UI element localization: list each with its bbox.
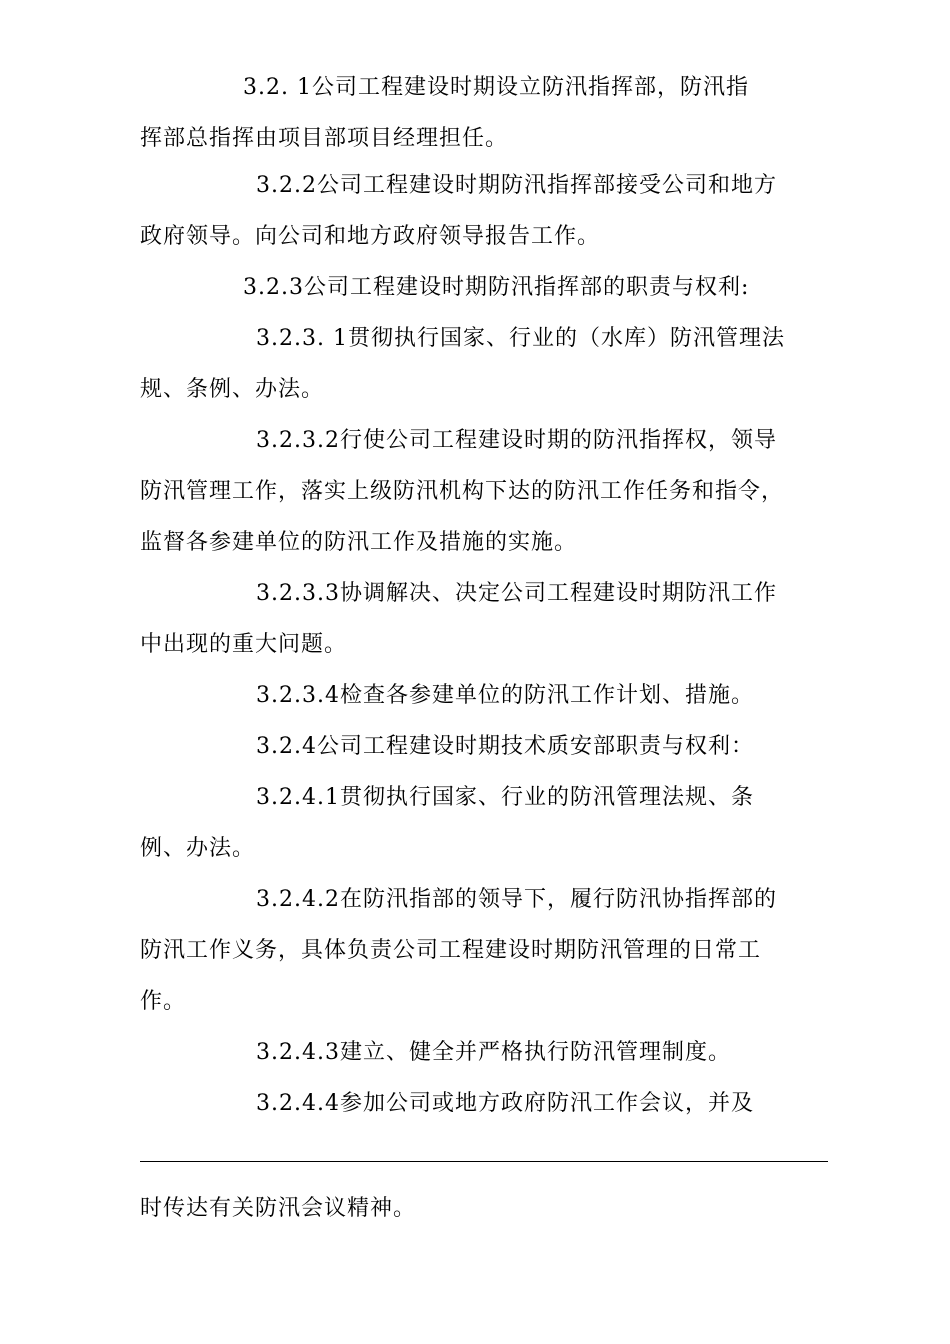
paragraph-line: 作。 xyxy=(140,989,187,1014)
paragraph-line: 防汛工作义务，具体负责公司工程建设时期防汛管理的日常工 xyxy=(140,938,762,963)
paragraph-3-2-4-1 xyxy=(140,772,830,874)
paragraph-3-2-4-3 xyxy=(140,1027,830,1078)
paragraph-line: 规、条例、办法。 xyxy=(140,377,325,402)
paragraph-line: 3.2.3.4检查各参建单位的防汛工作计划、措施。 xyxy=(256,683,754,708)
paragraph-3-2-3-2 xyxy=(140,415,830,568)
paragraph-3-2-1 xyxy=(140,62,830,164)
paragraph-line: 防汛管理工作，落实上级防汛机构下达的防汛工作任务和指令， xyxy=(140,479,785,504)
paragraph-line: 3.2.3. 1贯彻执行国家、行业的（水库）防汛管理法 xyxy=(256,326,785,351)
paragraph-line: 例、办法。 xyxy=(140,836,256,861)
paragraph-3-2-3-3 xyxy=(140,568,830,670)
paragraph-3-2-4 xyxy=(140,721,830,772)
paragraph-line: 3.2.4.4参加公司或地方政府防汛工作会议，并及 xyxy=(256,1091,754,1116)
paragraph-line: 3.2.4.1贯彻执行国家、行业的防汛管理法规、条 xyxy=(256,785,754,810)
paragraph-line: 时传达有关防汛会议精神。 xyxy=(140,1196,417,1221)
paragraph-line: 3.2.4公司工程建设时期技术质安部职责与权利： xyxy=(256,734,754,759)
paragraph-3-2-3-1 xyxy=(140,313,830,415)
paragraph-line: 3.2.3公司工程建设时期防汛指挥部的职责与权利: xyxy=(243,275,750,300)
paragraph-line: 3.2.4.3建立、健全并严格执行防汛管理制度。 xyxy=(256,1040,731,1065)
paragraph-line: 3.2.3.2行使公司工程建设时期的防汛指挥权，领导 xyxy=(256,428,777,453)
paragraph-line: 中出现的重大问题。 xyxy=(140,632,348,657)
paragraph-line: 3.2.3.3协调解决、决定公司工程建设时期防汛工作 xyxy=(256,581,777,606)
paragraph-line: 3.2. 1公司工程建设时期设立防汛指挥部，防汛指 xyxy=(243,75,749,100)
paragraph-3-2-3 xyxy=(140,262,830,313)
page-break-rule xyxy=(140,1161,828,1162)
paragraph-line: 3.2.4.2在防汛指部的领导下，履行防汛协指挥部的 xyxy=(256,887,777,912)
paragraph-3-2-2 xyxy=(140,160,830,262)
paragraph-line: 3.2.2公司工程建设时期防汛指挥部接受公司和地方 xyxy=(256,173,777,198)
paragraph-3-2-4-4 xyxy=(140,1078,830,1129)
paragraph-line: 监督各参建单位的防汛工作及措施的实施。 xyxy=(140,530,578,555)
paragraph-line: 挥部总指挥由项目部项目经理担任。 xyxy=(140,126,509,151)
paragraph-3-2-4-2 xyxy=(140,874,830,1027)
paragraph-line: 政府领导。向公司和地方政府领导报告工作。 xyxy=(140,224,601,249)
paragraph-continuation xyxy=(140,1183,830,1234)
paragraph-3-2-3-4 xyxy=(140,670,830,721)
